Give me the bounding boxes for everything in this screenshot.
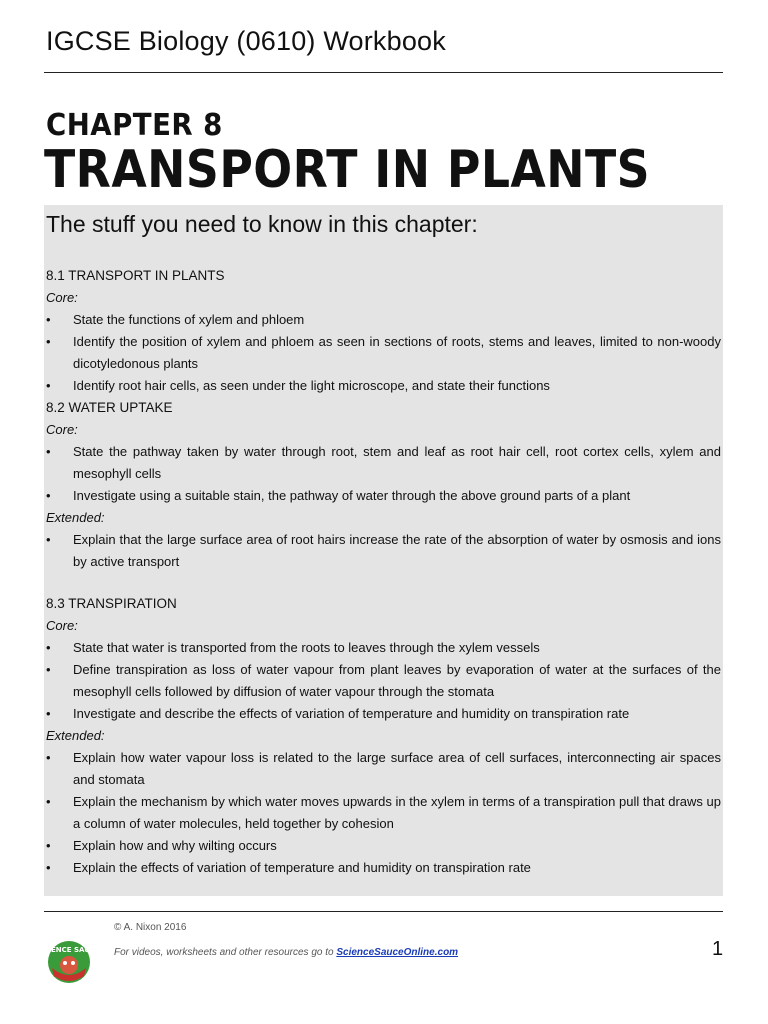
bullet-icon: • (46, 488, 51, 503)
bullet-icon: • (46, 794, 51, 809)
footer-resources-text: For videos, worksheets and other resources go to (114, 947, 337, 958)
bullet-icon: • (46, 706, 51, 721)
objective-item (46, 703, 721, 725)
chapter-label: CHAPTER 8 (46, 108, 223, 143)
bullet-icon: • (46, 750, 51, 765)
objective-text: Explain how and why wilting occurs (73, 838, 277, 853)
objective-text: Identify root hair cells, as seen under the light microscope, and state their functions (73, 378, 550, 393)
objective-item (46, 441, 721, 485)
objective-text: Explain the mechanism by which water moves upwards in the xylem in terms of a transpiration pull that draws up a column of water molecules, held together by cohesion (73, 794, 721, 831)
section-title: 8.2 WATER UPTAKE (46, 400, 173, 415)
objectives-content (46, 265, 721, 879)
logo-text: SCIENCE SAUCE (38, 946, 100, 954)
objective-item (46, 485, 721, 507)
objective-text: Explain how water vapour loss is related to the large surface area of cell surfaces, interconnecting air spaces and stomata (73, 750, 721, 787)
level-label: Core: (46, 290, 78, 305)
objective-text: Define transpiration as loss of water vapour from plant leaves by evaporation of water at the surfaces of the mesophyll cells followed by diffusion of water vapour through the stomata (73, 662, 721, 699)
objective-item (46, 637, 721, 659)
objective-item (46, 375, 721, 397)
objective-text: Identify the position of xylem and phloem as seen in sections of roots, stems and leaves, limited to non-woody dicotyledonous plants (73, 334, 721, 371)
bullet-icon: • (46, 334, 51, 349)
objective-text: State the functions of xylem and phloem (73, 312, 305, 327)
bullet-icon: • (46, 532, 51, 547)
level-label: Core: (46, 422, 78, 437)
objective-item (46, 309, 721, 331)
header-divider (44, 72, 723, 73)
objective-item (46, 857, 721, 879)
bullet-icon: • (46, 662, 51, 677)
objective-text: State that water is transported from the roots to leaves through the xylem vessels (73, 640, 540, 655)
level-label: Extended: (46, 510, 105, 525)
bullet-icon: • (46, 640, 51, 655)
objective-item (46, 529, 721, 573)
bullet-icon: • (46, 444, 51, 459)
page-number: 1 (712, 938, 724, 960)
section-title: 8.3 TRANSPIRATION (46, 596, 177, 611)
objective-text: Explain the effects of variation of temperature and humidity on transpiration rate (73, 860, 531, 875)
panel-heading: The stuff you need to know in this chapter: (46, 211, 478, 237)
chapter-objectives-panel (44, 205, 723, 896)
objective-item (46, 791, 721, 835)
footer-resources (114, 947, 458, 958)
footer-copyright: © A. Nixon 2016 (114, 922, 187, 933)
footer-divider (44, 911, 723, 912)
chapter-title: TRANSPORT IN PLANTS (44, 140, 651, 200)
bullet-icon: • (46, 378, 51, 393)
bullet-icon: • (46, 860, 51, 875)
bullet-icon: • (46, 312, 51, 327)
level-label: Extended: (46, 728, 105, 743)
objective-text: State the pathway taken by water through root, stem and leaf as root hair cell, root cortex cells, xylem and mesophyll cells (73, 444, 721, 481)
objective-item (46, 659, 721, 703)
science-sauce-logo-icon (38, 938, 100, 984)
bullet-icon: • (46, 838, 51, 853)
objective-text: Investigate and describe the effects of variation of temperature and humidity on transpiration rate (73, 706, 630, 721)
objective-item (46, 747, 721, 791)
footer-website-link[interactable]: ScienceSauceOnline.com (336, 947, 459, 958)
section-title: 8.1 TRANSPORT IN PLANTS (46, 268, 225, 283)
objective-item (46, 835, 721, 857)
objective-item (46, 331, 721, 375)
level-label: Core: (46, 618, 78, 633)
objective-text: Investigate using a suitable stain, the pathway of water through the above ground parts of a plant (73, 488, 631, 503)
page-header-title: IGCSE Biology (0610) Workbook (46, 26, 446, 56)
objective-text: Explain that the large surface area of root hairs increase the rate of the absorption of water by osmosis and ions by active transport (73, 532, 721, 569)
